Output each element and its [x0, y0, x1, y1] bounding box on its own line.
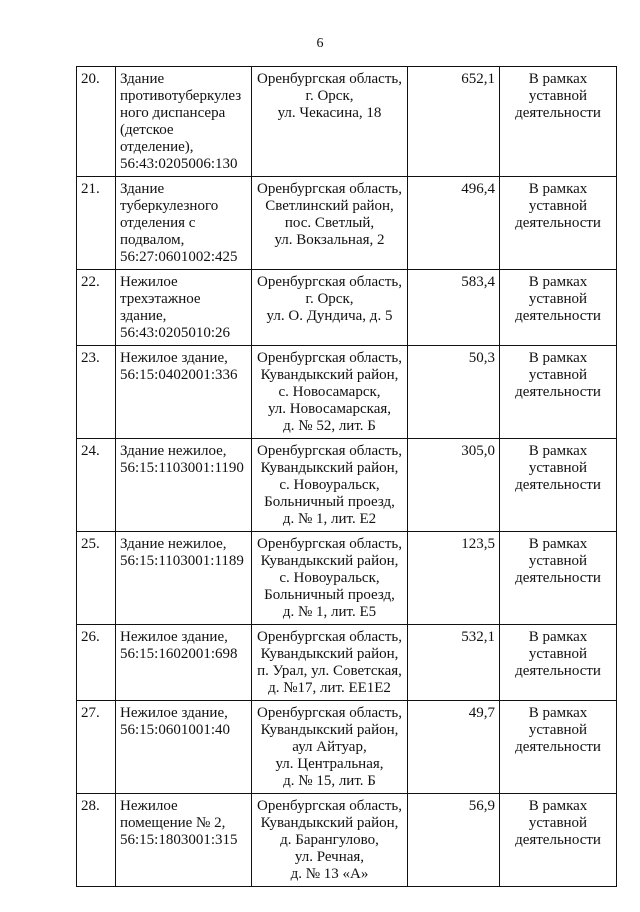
object-name-line: Нежилое здание,: [120, 629, 228, 645]
address-line: д. № 15, лит. Б: [283, 773, 376, 789]
address-cell: [252, 177, 408, 270]
purpose-line: В рамках: [528, 350, 588, 366]
address-line: ул. Центральная,: [275, 756, 384, 772]
area-value: 583,4: [461, 274, 495, 290]
area-cell: [408, 177, 500, 270]
purpose-line: деятельности: [515, 832, 601, 848]
object-name-cell: [116, 625, 252, 701]
address-line: Кувандыкский район,: [260, 553, 399, 569]
purpose-line: В рамках: [528, 629, 588, 645]
object-name-line: противотуберкулез: [120, 88, 242, 104]
address-line: Кувандыкский район,: [260, 646, 399, 662]
table-row: [77, 177, 617, 270]
table-row: [77, 532, 617, 625]
object-name-line: (детское: [120, 122, 174, 138]
area-value: 50,3: [468, 350, 495, 366]
address-line: с. Новосамарск,: [278, 384, 381, 400]
address-line: Оренбургская область,: [257, 443, 402, 459]
purpose-cell: [500, 794, 617, 887]
purpose-line: уставной: [528, 553, 588, 569]
row-number: 26.: [81, 629, 100, 645]
object-name-line: отделение),: [120, 139, 194, 155]
purpose-line: уставной: [528, 722, 588, 738]
row-number: 20.: [81, 71, 100, 87]
address-line: г. Орск,: [305, 291, 354, 307]
address-line: Оренбургская область,: [257, 274, 402, 290]
purpose-line: уставной: [528, 367, 588, 383]
object-name-line: 56:15:1803001:315: [120, 832, 238, 848]
area-cell: [408, 701, 500, 794]
purpose-line: деятельности: [515, 105, 601, 121]
address-line: Кувандыкский район,: [260, 815, 399, 831]
purpose-cell: [500, 177, 617, 270]
table-row: [77, 625, 617, 701]
table-row: [77, 270, 617, 346]
address-cell: [252, 625, 408, 701]
row-number-cell: [77, 701, 116, 794]
row-number: 24.: [81, 443, 100, 459]
area-cell: [408, 346, 500, 439]
object-name-line: ного диспансера: [120, 105, 226, 121]
object-name-line: 56:43:0205006:130: [120, 156, 238, 172]
object-name-cell: [116, 701, 252, 794]
address-line: п. Урал, ул. Советская,: [257, 663, 402, 679]
object-name-line: Здание нежилое,: [120, 536, 227, 552]
address-cell: [252, 270, 408, 346]
object-name-cell: [116, 346, 252, 439]
object-name-line: здание,: [120, 308, 167, 324]
row-number: 21.: [81, 181, 100, 197]
address-cell: [252, 439, 408, 532]
object-name-line: 56:27:0601002:425: [120, 249, 238, 265]
area-value: 56,9: [468, 798, 495, 814]
row-number-cell: [77, 346, 116, 439]
address-line: Оренбургская область,: [257, 71, 402, 87]
address-line: г. Орск,: [305, 88, 354, 104]
row-number-cell: [77, 794, 116, 887]
purpose-line: уставной: [528, 815, 588, 831]
purpose-line: деятельности: [515, 663, 601, 679]
purpose-line: деятельности: [515, 570, 601, 586]
object-name-cell: [116, 532, 252, 625]
object-name-line: подвалом,: [120, 232, 185, 248]
area-cell: [408, 439, 500, 532]
row-number: 25.: [81, 536, 100, 552]
object-name-cell: [116, 67, 252, 177]
purpose-cell: [500, 67, 617, 177]
table-row: [77, 346, 617, 439]
address-line: д. № 1, лит. Е5: [282, 604, 377, 620]
area-value: 123,5: [461, 536, 495, 552]
object-name-line: Нежилое здание,: [120, 705, 228, 721]
area-value: 532,1: [461, 629, 495, 645]
area-value: 652,1: [461, 71, 495, 87]
area-cell: [408, 67, 500, 177]
address-line: Кувандыкский район,: [260, 460, 399, 476]
address-line: ул. Новосамарская,: [267, 401, 392, 417]
address-line: пос. Светлый,: [284, 215, 375, 231]
address-line: д. № 52, лит. Б: [283, 418, 376, 434]
address-cell: [252, 346, 408, 439]
row-number-cell: [77, 439, 116, 532]
purpose-line: деятельности: [515, 308, 601, 324]
purpose-line: деятельности: [515, 384, 601, 400]
object-name-line: 56:15:1103001:1190: [120, 460, 244, 476]
purpose-line: деятельности: [515, 215, 601, 231]
area-cell: [408, 625, 500, 701]
area-cell: [408, 532, 500, 625]
purpose-line: В рамках: [528, 274, 588, 290]
address-line: ул. Вокзальная, 2: [274, 232, 385, 248]
row-number: 23.: [81, 350, 100, 366]
object-name-line: 56:15:1602001:698: [120, 646, 238, 662]
purpose-cell: [500, 625, 617, 701]
row-number: 28.: [81, 798, 100, 814]
object-name-line: Нежилое здание,: [120, 350, 228, 366]
object-name-line: отделения с: [120, 215, 196, 231]
address-line: с. Новоуральск,: [279, 570, 380, 586]
row-number-cell: [77, 532, 116, 625]
address-line: д. № 13 «А»: [290, 866, 369, 882]
property-table-body: [77, 67, 617, 887]
address-line: с. Новоуральск,: [279, 477, 380, 493]
object-name-line: 56:15:1103001:1189: [120, 553, 244, 569]
table-row: [77, 794, 617, 887]
property-table: [76, 66, 617, 887]
row-number-cell: [77, 270, 116, 346]
purpose-line: уставной: [528, 88, 588, 104]
purpose-cell: [500, 270, 617, 346]
object-name-line: трехэтажное: [120, 291, 201, 307]
purpose-line: деятельности: [515, 739, 601, 755]
purpose-line: В рамках: [528, 536, 588, 552]
address-line: д. Барангулово,: [280, 832, 379, 848]
address-line: Оренбургская область,: [257, 350, 402, 366]
object-name-line: 56:15:0601001:40: [120, 722, 231, 738]
row-number-cell: [77, 67, 116, 177]
address-line: Оренбургская область,: [257, 536, 402, 552]
area-cell: [408, 270, 500, 346]
area-cell: [408, 794, 500, 887]
address-line: д. №17, лит. ЕЕ1Е2: [268, 680, 391, 696]
purpose-line: уставной: [528, 198, 588, 214]
purpose-line: В рамках: [528, 705, 588, 721]
purpose-line: уставной: [528, 646, 588, 662]
purpose-line: деятельности: [515, 477, 601, 493]
table-row: [77, 439, 617, 532]
address-line: д. № 1, лит. Е2: [282, 511, 377, 527]
object-name-line: Здание: [120, 71, 165, 87]
address-cell: [252, 532, 408, 625]
purpose-line: В рамках: [528, 443, 588, 459]
object-name-cell: [116, 177, 252, 270]
row-number: 27.: [81, 705, 100, 721]
address-line: Больничный проезд,: [264, 587, 395, 603]
address-cell: [252, 701, 408, 794]
purpose-line: уставной: [528, 291, 588, 307]
address-line: Оренбургская область,: [257, 705, 402, 721]
purpose-cell: [500, 701, 617, 794]
area-value: 49,7: [468, 705, 495, 721]
object-name-line: 56:43:0205010:26: [120, 325, 231, 341]
address-line: ул. Речная,: [294, 849, 365, 865]
row-number-cell: [77, 625, 116, 701]
area-value: 305,0: [461, 443, 495, 459]
address-line: Кувандыкский район,: [260, 722, 399, 738]
address-line: Больничный проезд,: [264, 494, 395, 510]
purpose-line: В рамках: [528, 798, 588, 814]
table-row: [77, 67, 617, 177]
object-name-cell: [116, 794, 252, 887]
address-line: ул. О. Дундича, д. 5: [266, 308, 393, 324]
purpose-line: В рамках: [528, 181, 588, 197]
object-name-line: Нежилое: [120, 274, 178, 290]
address-line: Оренбургская область,: [257, 629, 402, 645]
address-line: ул. Чекасина, 18: [277, 105, 382, 121]
purpose-cell: [500, 532, 617, 625]
table-row: [77, 701, 617, 794]
purpose-cell: [500, 346, 617, 439]
row-number: 22.: [81, 274, 100, 290]
object-name-cell: [116, 270, 252, 346]
address-line: аул Айтуар,: [292, 739, 367, 755]
address-cell: [252, 794, 408, 887]
page-number: 6: [316, 36, 324, 51]
object-name-line: помещение № 2,: [120, 815, 226, 831]
object-name-line: туберкулезного: [120, 198, 219, 214]
purpose-cell: [500, 439, 617, 532]
object-name-line: 56:15:0402001:336: [120, 367, 238, 383]
address-line: Оренбургская область,: [257, 181, 402, 197]
object-name-line: Здание нежилое,: [120, 443, 227, 459]
address-line: Оренбургская область,: [257, 798, 402, 814]
area-value: 496,4: [461, 181, 495, 197]
row-number-cell: [77, 177, 116, 270]
address-cell: [252, 67, 408, 177]
object-name-line: Нежилое: [120, 798, 178, 814]
address-line: Кувандыкский район,: [260, 367, 399, 383]
purpose-line: В рамках: [528, 71, 588, 87]
address-line: Светлинский район,: [265, 198, 394, 214]
object-name-line: Здание: [120, 181, 165, 197]
object-name-cell: [116, 439, 252, 532]
purpose-line: уставной: [528, 460, 588, 476]
